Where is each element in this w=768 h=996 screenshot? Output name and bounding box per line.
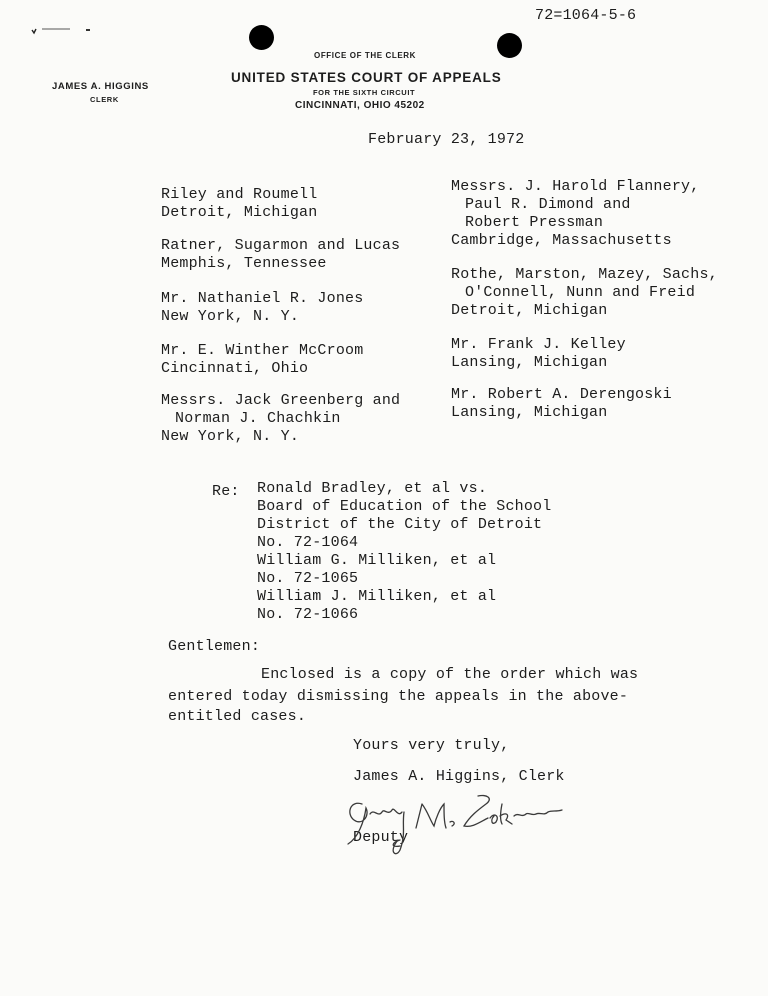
addressee-left-0 [161,186,317,222]
signature-block: James A. Higgins, Clerk [353,768,565,785]
addressee-line: Mr. Frank J. Kelley [451,336,626,353]
addressee-line: Memphis, Tennessee [161,255,327,272]
addressee-line: Norman J. Chachkin [175,410,341,427]
addressee-line: Mr. E. Winther McCroom [161,342,364,359]
addressee-line: Robert Pressman [465,214,604,231]
re-line: William G. Milliken, et al [257,552,497,569]
addressee-line: Riley and Roumell [161,186,318,203]
addressee-left-3 [161,342,363,378]
body-line-2: entered today dismissing the appeals in the above- [168,688,629,705]
re-line: No. 72-1064 [257,534,359,551]
clerk-name: JAMES A. HIGGINS [52,81,149,92]
salutation: Gentlemen: [168,638,261,655]
addressee-line: New York, N. Y. [161,308,300,325]
re-line: Ronald Bradley, et al vs. [257,480,488,497]
punch-hole-right [497,33,522,58]
re-line: Board of Education of the School [257,498,552,515]
addressee-line: Paul R. Dimond and [465,196,631,213]
deputy-label: Deputy [353,829,409,846]
addressee-right-0 [451,178,699,250]
addressee-line: Detroit, Michigan [451,302,608,319]
handwritten-signature [340,782,580,862]
punch-hole-left [249,25,274,50]
re-lines [257,480,551,624]
addressee-line: Messrs. J. Harold Flannery, [451,178,700,195]
addressee-line: Cincinnati, Ohio [161,360,309,377]
addressee-line: Ratner, Sugarmon and Lucas [161,237,401,254]
re-line: No. 72-1066 [257,606,359,623]
addressee-line: O'Connell, Nunn and Freid [465,284,696,301]
addressee-right-3 [451,386,672,422]
body-line-3: entitled cases. [168,708,307,725]
re-label: Re: [212,483,240,500]
file-number: 72=1064-5-6 [535,7,637,24]
addressee-line: Rothe, Marston, Mazey, Sachs, [451,266,718,283]
re-line: District of the City of Detroit [257,516,543,533]
letterhead-circuit: FOR THE SIXTH CIRCUIT [313,88,416,97]
addressee-line: New York, N. Y. [161,428,300,445]
addressee-right-2 [451,336,626,372]
addressee-line: Detroit, Michigan [161,204,318,221]
addressee-line: Lansing, Michigan [451,354,608,371]
letterhead-city: CINCINNATI, OHIO 45202 [295,100,425,111]
letter-date: February 23, 1972 [368,131,525,148]
addressee-line: Lansing, Michigan [451,404,608,421]
re-line: William J. Milliken, et al [257,588,497,605]
addressee-line: Mr. Robert A. Derengoski [451,386,672,403]
addressee-line: Messrs. Jack Greenberg and [161,392,401,409]
scan-marks [30,24,95,36]
addressee-line: Cambridge, Massachusetts [451,232,672,249]
body-line-1: Enclosed is a copy of the order which was [261,666,639,683]
letterhead-office: OFFICE OF THE CLERK [314,51,417,60]
clerk-title: CLERK [90,95,119,104]
addressee-left-1 [161,237,400,273]
addressee-line: Mr. Nathaniel R. Jones [161,290,364,307]
addressee-right-1 [451,266,718,320]
letterhead-court: UNITED STATES COURT OF APPEALS [231,70,502,85]
addressee-left-2 [161,290,363,326]
closing: Yours very truly, [353,737,510,754]
re-line: No. 72-1065 [257,570,359,587]
addressee-left-4 [161,392,400,446]
